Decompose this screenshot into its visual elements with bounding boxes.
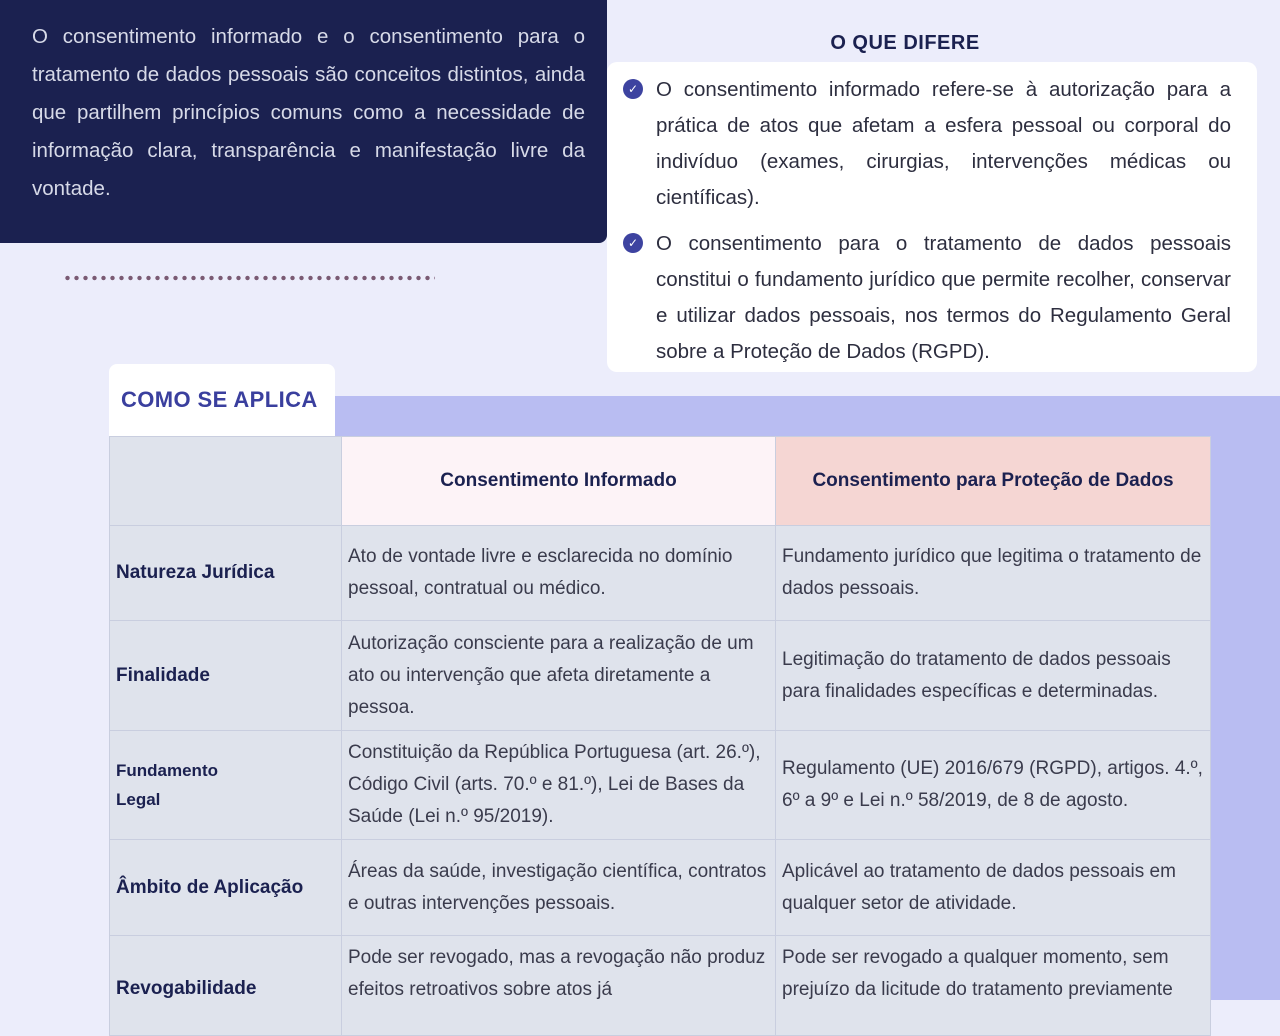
cell-dados: Legitimação do tratamento de dados pessoais para finalidades específicas e determinadas. [776,621,1211,731]
application-title: COMO SE APLICA [121,387,318,412]
table-row [110,621,1211,731]
cell-informado: Ato de vontade livre e esclarecida no domínio pessoal, contratual ou médico. [342,526,776,621]
dotted-divider [63,274,435,282]
check-circle-icon: ✓ [623,233,643,253]
check-circle-icon: ✓ [623,79,643,99]
row-label: Revogabilidade [110,936,342,1036]
row-label: Finalidade [110,621,342,731]
cell-informado: Autorização consciente para a realização de um ato ou intervenção que afeta diretamente a pessoa. [342,621,776,731]
difference-item [623,72,1231,216]
row-label: Natureza Jurídica [110,526,342,621]
difference-text: O consentimento informado refere-se à autorização para a prática de atos que afetam a esfera pessoal ou corporal do indivíduo (exames, cirurgias, intervenções médicas ou científicas). [656,78,1231,209]
table-row [110,526,1211,621]
difference-text: O consentimento para o tratamento de dados pessoais constitui o fundamento jurídico que permite recolher, conservar e utilizar dados pessoais, nos termos do Regulamento Geral sobre a Proteção de Dados (RGPD). [656,232,1231,363]
table-header-row [110,437,1211,526]
difference-item [623,226,1231,370]
cell-informado: Constituição da República Portuguesa (art. 26.º), Código Civil (arts. 70.º e 81.º), Lei de Bases da Saúde (Lei n.º 95/2019). [342,731,776,840]
table-row [110,840,1211,936]
cell-informado: Pode ser revogado, mas a revogação não produz efeitos retroativos sobre atos já [342,936,776,1036]
header-consentimento-informado: Consentimento Informado [342,437,776,526]
cell-dados: Regulamento (UE) 2016/679 (RGPD), artigos. 4.º, 6º a 9º e Lei n.º 58/2019, de 8 de agosto. [776,731,1211,840]
table-row [110,731,1211,840]
comparison-table [109,436,1211,1036]
header-consentimento-dados: Consentimento para Proteção de Dados [776,437,1211,526]
row-label [110,731,342,840]
row-label-text: Fundamento Legal [116,761,218,809]
intro-panel [0,0,607,243]
differences-title: O QUE DIFERE [830,32,980,54]
cell-dados: Pode ser revogado a qualquer momento, sem prejuízo da licitude do tratamento previamente [776,936,1211,1036]
cell-dados: Fundamento jurídico que legitima o tratamento de dados pessoais. [776,526,1211,621]
differences-card [607,62,1257,372]
row-label: Âmbito de Aplicação [110,840,342,936]
cell-informado: Áreas da saúde, investigação científica, contratos e outras intervenções pessoais. [342,840,776,936]
intro-text: O consentimento informado e o consentimento para o tratamento de dados pessoais são conceitos distintos, ainda que partilhem princípios comuns como a necessidade de informação clara, transparência e manifestação livre da vontade. [32,25,585,200]
application-tab [109,364,335,436]
table-row [110,936,1211,1036]
cell-dados: Aplicável ao tratamento de dados pessoais em qualquer setor de atividade. [776,840,1211,936]
header-cell-empty [110,437,342,526]
